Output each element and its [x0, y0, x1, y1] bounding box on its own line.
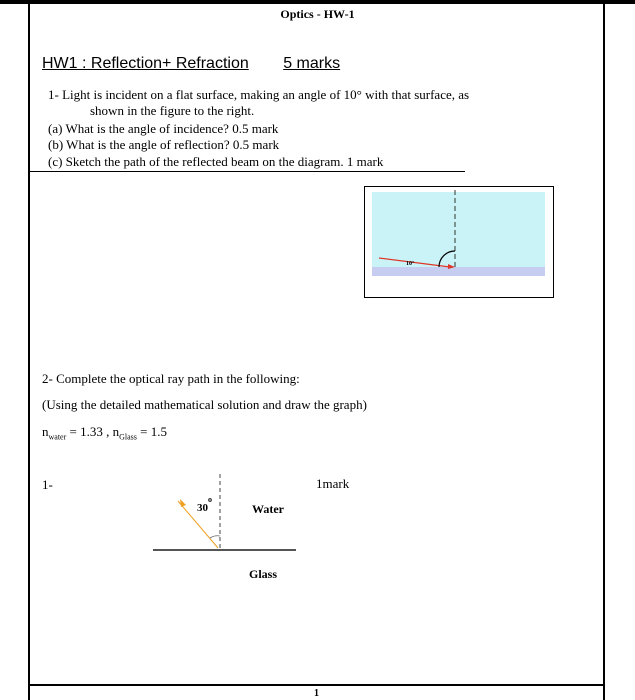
q1-part-a: (a) What is the angle of incidence? 0.5 mark — [48, 121, 279, 136]
page-right-border — [603, 0, 605, 700]
medium-label-glass: Glass — [249, 567, 278, 581]
q1-part-c: (c) Sketch the path of the reflected beam on the diagram. 1 mark — [48, 154, 384, 169]
q1-figure-svg — [365, 187, 553, 297]
n-glass-value: = 1.5 — [136, 424, 167, 439]
page-left-border — [28, 0, 30, 700]
page-bottom-border — [28, 684, 605, 686]
q2-refractive-indices — [42, 424, 167, 446]
page-number: 1 — [314, 688, 319, 699]
homework-title-text: HW1 : Reflection+ Refraction — [42, 55, 249, 72]
degree-symbol: o — [208, 495, 212, 504]
q2-instruction: (Using the detailed mathematical solution and draw the graph) — [42, 397, 367, 412]
angle-label-10: 10° — [406, 261, 415, 267]
q1-intro-line2: shown in the figure to the right. — [90, 103, 255, 118]
homework-total-marks: 5 marks — [283, 55, 341, 72]
q2-item-label: 1- — [42, 477, 53, 492]
q2-figure-svg — [140, 470, 310, 595]
incident-ray-arrowhead — [180, 499, 186, 507]
q2-figure — [140, 470, 310, 600]
angle-arc — [210, 536, 220, 538]
homework-title — [42, 55, 340, 73]
n-water-symbol: n — [42, 424, 49, 439]
page-top-border — [0, 0, 635, 4]
n-water-subscript: water — [48, 432, 67, 442]
q1-divider — [30, 171, 465, 172]
q1-intro-line1: 1- Light is incident on a flat surface, making an angle of 10° with that surface, as — [48, 87, 470, 102]
medium-label-water: Water — [252, 502, 284, 516]
n-glass-symbol: n — [112, 424, 120, 439]
q2-item-marks: 1mark — [316, 476, 350, 491]
q1-part-b: (b) What is the angle of reflection? 0.5 mark — [48, 137, 280, 152]
page-header: Optics - HW-1 — [280, 7, 355, 21]
q2-intro: 2- Complete the optical ray path in the following: — [42, 371, 300, 386]
n-glass-subscript: Glass — [119, 432, 137, 442]
water-region — [372, 192, 545, 267]
flat-surface — [372, 267, 545, 276]
q1-figure — [364, 186, 554, 298]
n-water-value: = 1.33 , — [66, 424, 113, 439]
angle-label-30: 30 — [197, 502, 208, 514]
